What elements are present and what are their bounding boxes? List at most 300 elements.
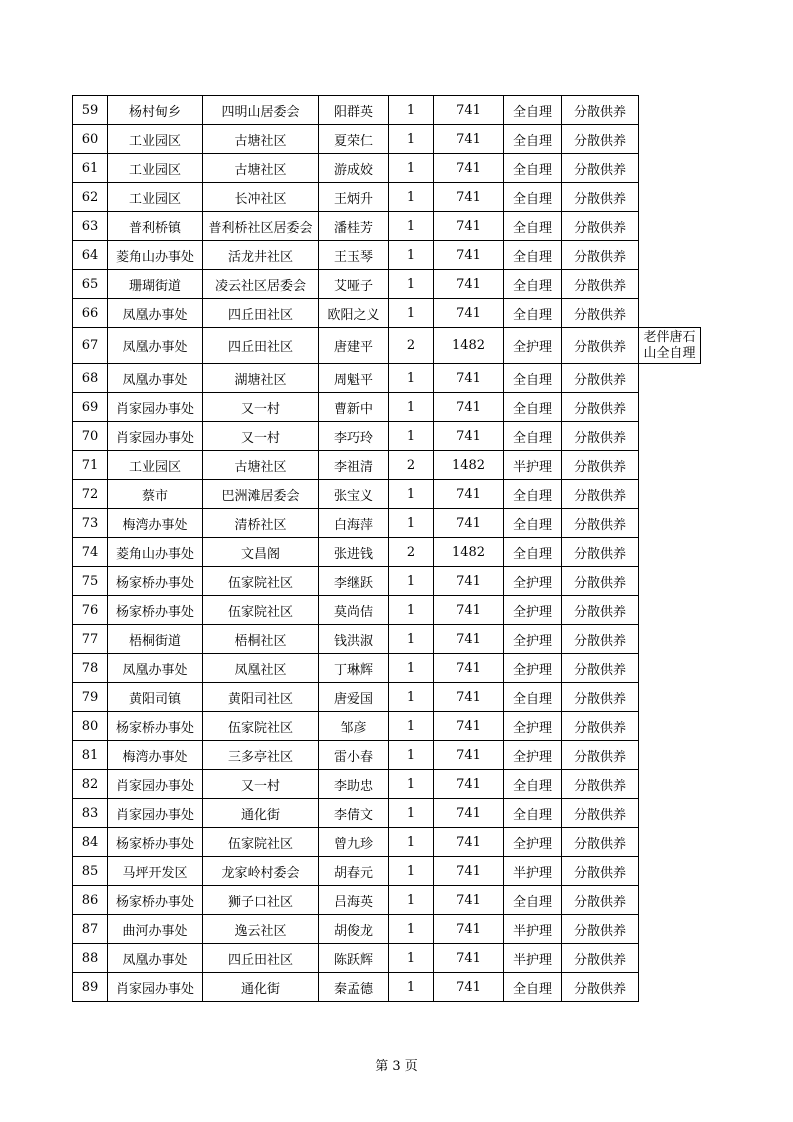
- remark-empty-cell: [639, 538, 701, 567]
- remark-empty-cell: [639, 596, 701, 625]
- community-cell: 古塘社区: [203, 451, 319, 480]
- amount-cell: 741: [434, 509, 504, 538]
- care-level-cell: 全自理: [504, 299, 562, 328]
- amount-cell: 741: [434, 857, 504, 886]
- community-cell: 逸云社区: [203, 915, 319, 944]
- person-count-cell: 1: [389, 944, 434, 973]
- amount-cell: 741: [434, 625, 504, 654]
- row-number-cell: 85: [73, 857, 108, 886]
- remark-empty-cell: [639, 125, 701, 154]
- person-count-cell: 1: [389, 125, 434, 154]
- row-number-cell: 66: [73, 299, 108, 328]
- row-number-cell: 84: [73, 828, 108, 857]
- table-row: [73, 154, 701, 183]
- table-row: [73, 270, 701, 299]
- table-row: [73, 944, 701, 973]
- remark-empty-cell: [639, 683, 701, 712]
- town-cell: 杨家桥办事处: [108, 596, 203, 625]
- community-cell: 文昌阁: [203, 538, 319, 567]
- amount-cell: 741: [434, 654, 504, 683]
- person-count-cell: 1: [389, 567, 434, 596]
- support-mode-cell: 分散供养: [562, 125, 639, 154]
- person-name-cell: 李巧玲: [319, 422, 389, 451]
- remark-empty-cell: [639, 944, 701, 973]
- person-name-cell: 张进钱: [319, 538, 389, 567]
- support-mode-cell: 分散供养: [562, 857, 639, 886]
- remark-empty-cell: [639, 509, 701, 538]
- support-mode-cell: 分散供养: [562, 364, 639, 393]
- person-count-cell: 1: [389, 596, 434, 625]
- table-row: [73, 712, 701, 741]
- person-count-cell: 2: [389, 328, 434, 364]
- remark-empty-cell: [639, 270, 701, 299]
- row-number-cell: 67: [73, 328, 108, 364]
- care-level-cell: 全护理: [504, 712, 562, 741]
- person-name-cell: 邹彦: [319, 712, 389, 741]
- table-row: [73, 212, 701, 241]
- amount-cell: 741: [434, 973, 504, 1002]
- town-cell: 马坪开发区: [108, 857, 203, 886]
- support-mode-cell: 分散供养: [562, 712, 639, 741]
- remark-empty-cell: [639, 886, 701, 915]
- care-level-cell: 全自理: [504, 364, 562, 393]
- amount-cell: 741: [434, 299, 504, 328]
- amount-cell: 741: [434, 741, 504, 770]
- person-name-cell: 唐爱国: [319, 683, 389, 712]
- person-count-cell: 1: [389, 683, 434, 712]
- amount-cell: 741: [434, 393, 504, 422]
- remark-empty-cell: [639, 973, 701, 1002]
- remark-empty-cell: [639, 567, 701, 596]
- town-cell: 普利桥镇: [108, 212, 203, 241]
- amount-cell: 741: [434, 270, 504, 299]
- row-number-cell: 78: [73, 654, 108, 683]
- remark-cell: 老伴唐石山全自理: [639, 328, 701, 364]
- community-cell: 龙家岭村委会: [203, 857, 319, 886]
- care-level-cell: 全护理: [504, 567, 562, 596]
- table-row: [73, 567, 701, 596]
- amount-cell: 1482: [434, 538, 504, 567]
- town-cell: 杨家桥办事处: [108, 886, 203, 915]
- community-cell: 四明山居委会: [203, 96, 319, 125]
- amount-cell: 741: [434, 567, 504, 596]
- community-cell: 长冲社区: [203, 183, 319, 212]
- support-mode-cell: 分散供养: [562, 299, 639, 328]
- care-level-cell: 全自理: [504, 183, 562, 212]
- page-number: 第 3 页: [375, 1059, 418, 1074]
- town-cell: 梧桐街道: [108, 625, 203, 654]
- care-level-cell: 全自理: [504, 538, 562, 567]
- person-count-cell: 1: [389, 183, 434, 212]
- person-count-cell: 1: [389, 973, 434, 1002]
- row-number-cell: 70: [73, 422, 108, 451]
- care-level-cell: 全护理: [504, 654, 562, 683]
- support-mode-cell: 分散供养: [562, 770, 639, 799]
- remark-empty-cell: [639, 770, 701, 799]
- table-row: [73, 857, 701, 886]
- town-cell: 曲河办事处: [108, 915, 203, 944]
- amount-cell: 741: [434, 886, 504, 915]
- person-name-cell: 艾哑子: [319, 270, 389, 299]
- person-count-cell: 1: [389, 422, 434, 451]
- care-level-cell: 全自理: [504, 770, 562, 799]
- person-count-cell: 1: [389, 712, 434, 741]
- table-row: [73, 538, 701, 567]
- row-number-cell: 77: [73, 625, 108, 654]
- table-row: [73, 799, 701, 828]
- person-count-cell: 2: [389, 451, 434, 480]
- row-number-cell: 71: [73, 451, 108, 480]
- care-level-cell: 全自理: [504, 973, 562, 1002]
- person-name-cell: 潘桂芳: [319, 212, 389, 241]
- support-mode-cell: 分散供养: [562, 538, 639, 567]
- support-mode-cell: 分散供养: [562, 741, 639, 770]
- table-row: [73, 241, 701, 270]
- community-cell: 古塘社区: [203, 125, 319, 154]
- person-name-cell: 胡春元: [319, 857, 389, 886]
- care-level-cell: 全自理: [504, 683, 562, 712]
- town-cell: 黄阳司镇: [108, 683, 203, 712]
- amount-cell: 741: [434, 241, 504, 270]
- care-level-cell: 全自理: [504, 270, 562, 299]
- row-number-cell: 63: [73, 212, 108, 241]
- community-cell: 伍家院社区: [203, 596, 319, 625]
- support-mode-cell: 分散供养: [562, 393, 639, 422]
- remark-empty-cell: [639, 451, 701, 480]
- amount-cell: 741: [434, 96, 504, 125]
- community-cell: 清桥社区: [203, 509, 319, 538]
- town-cell: 肖家园办事处: [108, 393, 203, 422]
- person-name-cell: 吕海英: [319, 886, 389, 915]
- care-level-cell: 全自理: [504, 154, 562, 183]
- care-level-cell: 全护理: [504, 741, 562, 770]
- row-number-cell: 75: [73, 567, 108, 596]
- row-number-cell: 72: [73, 480, 108, 509]
- care-level-cell: 全自理: [504, 393, 562, 422]
- amount-cell: 741: [434, 915, 504, 944]
- amount-cell: 741: [434, 183, 504, 212]
- community-cell: 普利桥社区居委会: [203, 212, 319, 241]
- records-table: [72, 95, 701, 1002]
- table-row: [73, 393, 701, 422]
- person-count-cell: 1: [389, 364, 434, 393]
- table-row: [73, 299, 701, 328]
- community-cell: 四丘田社区: [203, 299, 319, 328]
- town-cell: 工业园区: [108, 183, 203, 212]
- care-level-cell: 全自理: [504, 480, 562, 509]
- community-cell: 通化街: [203, 799, 319, 828]
- row-number-cell: 82: [73, 770, 108, 799]
- table-row: [73, 509, 701, 538]
- support-mode-cell: 分散供养: [562, 973, 639, 1002]
- support-mode-cell: 分散供养: [562, 886, 639, 915]
- person-name-cell: 阳群英: [319, 96, 389, 125]
- person-name-cell: 李助忠: [319, 770, 389, 799]
- person-count-cell: 1: [389, 741, 434, 770]
- care-level-cell: 全自理: [504, 422, 562, 451]
- person-name-cell: 游成姣: [319, 154, 389, 183]
- amount-cell: 741: [434, 212, 504, 241]
- care-level-cell: 全自理: [504, 125, 562, 154]
- remark-empty-cell: [639, 212, 701, 241]
- community-cell: 四丘田社区: [203, 944, 319, 973]
- person-count-cell: 1: [389, 828, 434, 857]
- community-cell: 凤凰社区: [203, 654, 319, 683]
- person-name-cell: 丁琳辉: [319, 654, 389, 683]
- person-count-cell: 1: [389, 393, 434, 422]
- care-level-cell: 全护理: [504, 328, 562, 364]
- person-count-cell: 2: [389, 538, 434, 567]
- person-name-cell: 曹新中: [319, 393, 389, 422]
- community-cell: 又一村: [203, 393, 319, 422]
- row-number-cell: 73: [73, 509, 108, 538]
- remark-empty-cell: [639, 183, 701, 212]
- table-row: [73, 625, 701, 654]
- amount-cell: 1482: [434, 328, 504, 364]
- row-number-cell: 64: [73, 241, 108, 270]
- person-name-cell: 张宝义: [319, 480, 389, 509]
- town-cell: 凤凰办事处: [108, 364, 203, 393]
- table-row: [73, 654, 701, 683]
- row-number-cell: 87: [73, 915, 108, 944]
- table-row: [73, 828, 701, 857]
- remark-empty-cell: [639, 364, 701, 393]
- town-cell: 杨家桥办事处: [108, 567, 203, 596]
- remark-empty-cell: [639, 741, 701, 770]
- table-row: [73, 364, 701, 393]
- town-cell: 凤凰办事处: [108, 944, 203, 973]
- support-mode-cell: 分散供养: [562, 96, 639, 125]
- table-row: [73, 596, 701, 625]
- remark-empty-cell: [639, 299, 701, 328]
- person-name-cell: 陈跃辉: [319, 944, 389, 973]
- community-cell: 黄阳司社区: [203, 683, 319, 712]
- person-name-cell: 李继跃: [319, 567, 389, 596]
- support-mode-cell: 分散供养: [562, 683, 639, 712]
- table-row: [73, 422, 701, 451]
- support-mode-cell: 分散供养: [562, 451, 639, 480]
- remark-empty-cell: [639, 654, 701, 683]
- remark-empty-cell: [639, 241, 701, 270]
- remark-empty-cell: [639, 712, 701, 741]
- town-cell: 凤凰办事处: [108, 299, 203, 328]
- amount-cell: 741: [434, 364, 504, 393]
- support-mode-cell: 分散供养: [562, 828, 639, 857]
- town-cell: 杨家桥办事处: [108, 712, 203, 741]
- table-row: [73, 328, 701, 364]
- town-cell: 工业园区: [108, 451, 203, 480]
- town-cell: 凤凰办事处: [108, 328, 203, 364]
- community-cell: 狮子口社区: [203, 886, 319, 915]
- town-cell: 梅湾办事处: [108, 509, 203, 538]
- row-number-cell: 86: [73, 886, 108, 915]
- community-cell: 四丘田社区: [203, 328, 319, 364]
- row-number-cell: 68: [73, 364, 108, 393]
- support-mode-cell: 分散供养: [562, 596, 639, 625]
- town-cell: 肖家园办事处: [108, 973, 203, 1002]
- town-cell: 肖家园办事处: [108, 770, 203, 799]
- person-count-cell: 1: [389, 886, 434, 915]
- community-cell: 伍家院社区: [203, 567, 319, 596]
- person-count-cell: 1: [389, 270, 434, 299]
- person-count-cell: 1: [389, 241, 434, 270]
- support-mode-cell: 分散供养: [562, 944, 639, 973]
- person-name-cell: 李祖清: [319, 451, 389, 480]
- row-number-cell: 81: [73, 741, 108, 770]
- support-mode-cell: 分散供养: [562, 799, 639, 828]
- amount-cell: 741: [434, 596, 504, 625]
- person-count-cell: 1: [389, 857, 434, 886]
- remark-empty-cell: [639, 915, 701, 944]
- remark-empty-cell: [639, 393, 701, 422]
- amount-cell: 741: [434, 770, 504, 799]
- person-count-cell: 1: [389, 799, 434, 828]
- row-number-cell: 60: [73, 125, 108, 154]
- person-count-cell: 1: [389, 96, 434, 125]
- person-count-cell: 1: [389, 770, 434, 799]
- community-cell: 凌云社区居委会: [203, 270, 319, 299]
- row-number-cell: 79: [73, 683, 108, 712]
- care-level-cell: 全自理: [504, 241, 562, 270]
- town-cell: 凤凰办事处: [108, 654, 203, 683]
- person-name-cell: 欧阳之义: [319, 299, 389, 328]
- person-name-cell: 莫尚佶: [319, 596, 389, 625]
- town-cell: 菱角山办事处: [108, 241, 203, 270]
- community-cell: 古塘社区: [203, 154, 319, 183]
- support-mode-cell: 分散供养: [562, 509, 639, 538]
- support-mode-cell: 分散供养: [562, 270, 639, 299]
- support-mode-cell: 分散供养: [562, 212, 639, 241]
- row-number-cell: 89: [73, 973, 108, 1002]
- row-number-cell: 88: [73, 944, 108, 973]
- person-count-cell: 1: [389, 509, 434, 538]
- table-row: [73, 96, 701, 125]
- table-row: [73, 125, 701, 154]
- town-cell: 杨家桥办事处: [108, 828, 203, 857]
- care-level-cell: 全自理: [504, 886, 562, 915]
- person-name-cell: 夏荣仁: [319, 125, 389, 154]
- row-number-cell: 80: [73, 712, 108, 741]
- row-number-cell: 74: [73, 538, 108, 567]
- care-level-cell: 半护理: [504, 944, 562, 973]
- person-count-cell: 1: [389, 154, 434, 183]
- community-cell: 三多亭社区: [203, 741, 319, 770]
- person-name-cell: 雷小春: [319, 741, 389, 770]
- care-level-cell: 全自理: [504, 96, 562, 125]
- person-name-cell: 曾九珍: [319, 828, 389, 857]
- support-mode-cell: 分散供养: [562, 654, 639, 683]
- remark-empty-cell: [639, 799, 701, 828]
- remark-empty-cell: [639, 857, 701, 886]
- care-level-cell: 半护理: [504, 857, 562, 886]
- amount-cell: 741: [434, 799, 504, 828]
- support-mode-cell: 分散供养: [562, 241, 639, 270]
- amount-cell: 741: [434, 712, 504, 741]
- remark-empty-cell: [639, 154, 701, 183]
- row-number-cell: 61: [73, 154, 108, 183]
- table-row: [73, 915, 701, 944]
- person-name-cell: 李倩文: [319, 799, 389, 828]
- support-mode-cell: 分散供养: [562, 154, 639, 183]
- town-cell: 肖家园办事处: [108, 422, 203, 451]
- care-level-cell: 半护理: [504, 915, 562, 944]
- person-name-cell: 王玉琴: [319, 241, 389, 270]
- town-cell: 菱角山办事处: [108, 538, 203, 567]
- support-mode-cell: 分散供养: [562, 328, 639, 364]
- person-count-cell: 1: [389, 654, 434, 683]
- support-mode-cell: 分散供养: [562, 915, 639, 944]
- community-cell: 活龙井社区: [203, 241, 319, 270]
- care-level-cell: 全护理: [504, 625, 562, 654]
- row-number-cell: 65: [73, 270, 108, 299]
- person-count-cell: 1: [389, 212, 434, 241]
- care-level-cell: 全自理: [504, 509, 562, 538]
- town-cell: 梅湾办事处: [108, 741, 203, 770]
- town-cell: 工业园区: [108, 125, 203, 154]
- remark-empty-cell: [639, 422, 701, 451]
- person-name-cell: 胡俊龙: [319, 915, 389, 944]
- row-number-cell: 69: [73, 393, 108, 422]
- support-mode-cell: 分散供养: [562, 567, 639, 596]
- person-count-cell: 1: [389, 915, 434, 944]
- amount-cell: 741: [434, 683, 504, 712]
- person-name-cell: 白海萍: [319, 509, 389, 538]
- table-row: [73, 770, 701, 799]
- amount-cell: 741: [434, 480, 504, 509]
- amount-cell: 741: [434, 154, 504, 183]
- support-mode-cell: 分散供养: [562, 625, 639, 654]
- support-mode-cell: 分散供养: [562, 183, 639, 212]
- table-row: [73, 886, 701, 915]
- town-cell: 工业园区: [108, 154, 203, 183]
- amount-cell: 1482: [434, 451, 504, 480]
- town-cell: 珊瑚街道: [108, 270, 203, 299]
- row-number-cell: 59: [73, 96, 108, 125]
- amount-cell: 741: [434, 944, 504, 973]
- table-row: [73, 183, 701, 212]
- remark-empty-cell: [639, 625, 701, 654]
- person-count-cell: 1: [389, 625, 434, 654]
- town-cell: 杨村甸乡: [108, 96, 203, 125]
- table-row: [73, 451, 701, 480]
- person-name-cell: 秦孟德: [319, 973, 389, 1002]
- person-name-cell: 王炳升: [319, 183, 389, 212]
- community-cell: 巴洲滩居委会: [203, 480, 319, 509]
- care-level-cell: 全护理: [504, 828, 562, 857]
- community-cell: 通化街: [203, 973, 319, 1002]
- town-cell: 肖家园办事处: [108, 799, 203, 828]
- table-row: [73, 741, 701, 770]
- amount-cell: 741: [434, 125, 504, 154]
- care-level-cell: 全护理: [504, 596, 562, 625]
- support-mode-cell: 分散供养: [562, 422, 639, 451]
- care-level-cell: 全自理: [504, 799, 562, 828]
- community-cell: 又一村: [203, 770, 319, 799]
- table-row: [73, 480, 701, 509]
- community-cell: 伍家院社区: [203, 828, 319, 857]
- remark-empty-cell: [639, 480, 701, 509]
- amount-cell: 741: [434, 828, 504, 857]
- care-level-cell: 全自理: [504, 212, 562, 241]
- table-body: [73, 96, 701, 1002]
- person-count-cell: 1: [389, 480, 434, 509]
- community-cell: 湖塘社区: [203, 364, 319, 393]
- remark-empty-cell: [639, 828, 701, 857]
- town-cell: 蔡市: [108, 480, 203, 509]
- table-row: [73, 683, 701, 712]
- community-cell: 梧桐社区: [203, 625, 319, 654]
- remark-empty-cell: [639, 96, 701, 125]
